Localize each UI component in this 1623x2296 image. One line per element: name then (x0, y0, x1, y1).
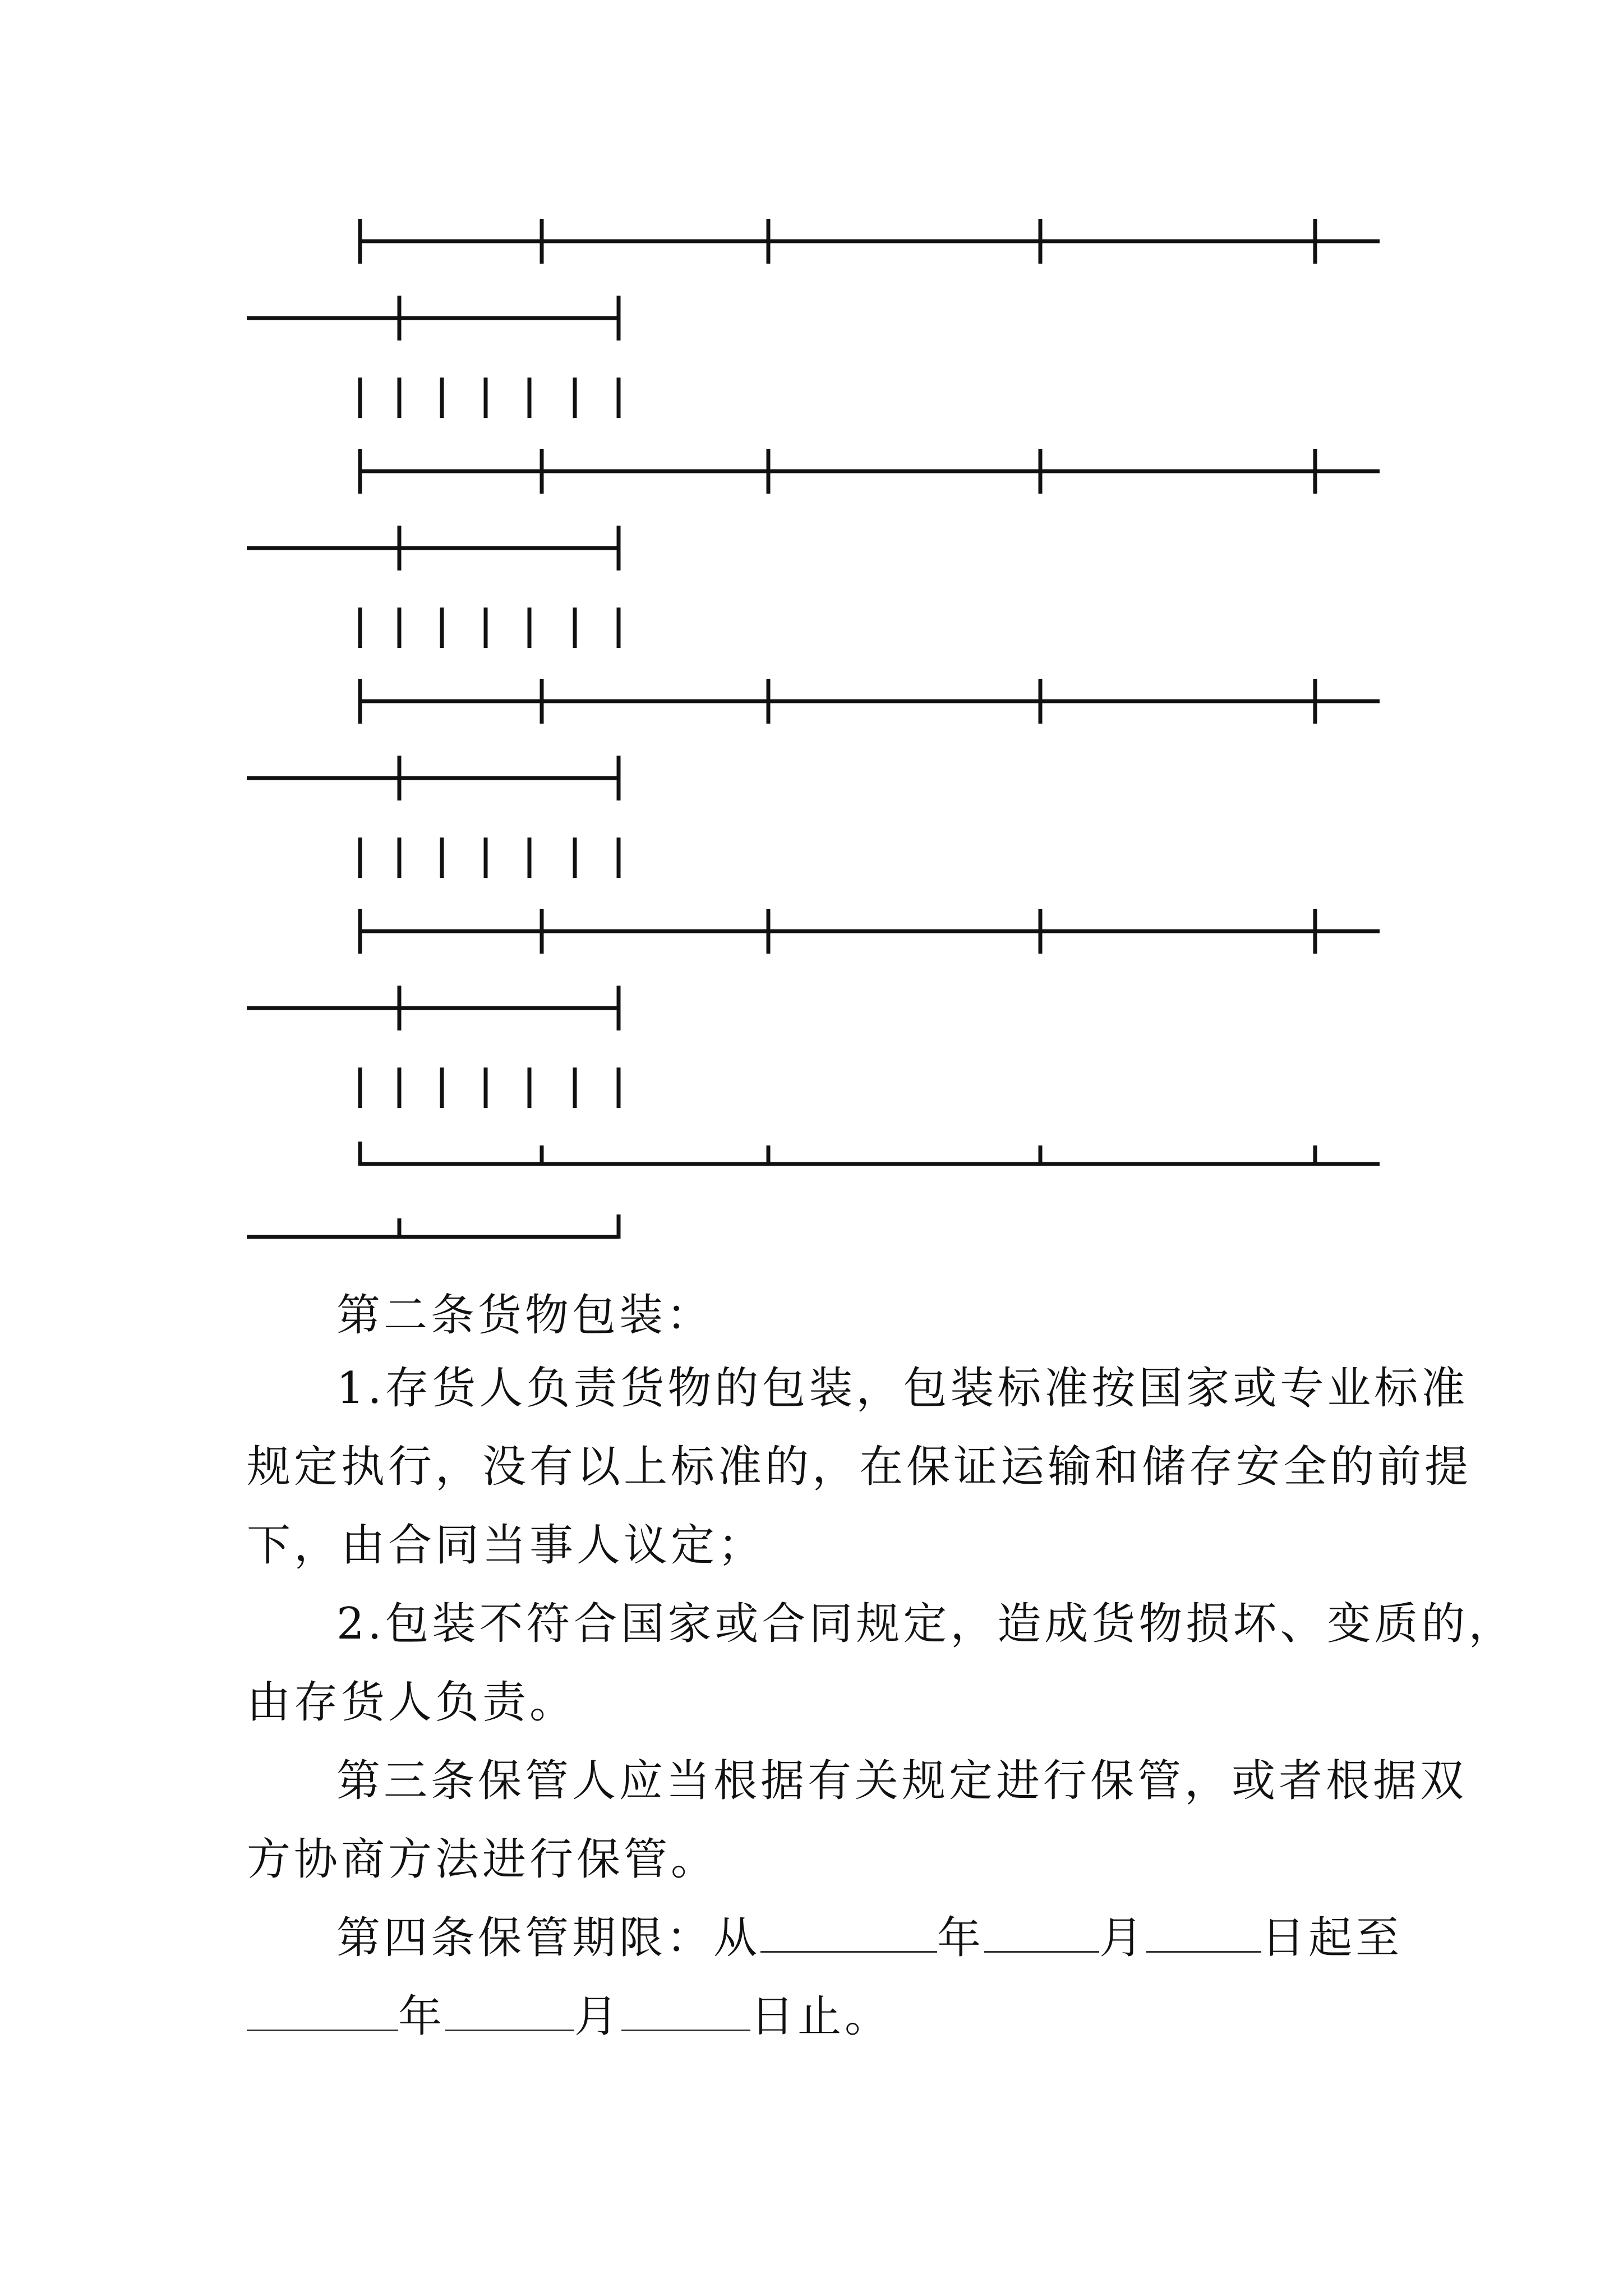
article-2-item-2-line-2: 由存货人负责。 (247, 1677, 577, 1728)
article-2-item-1-line-3: 下，由合同当事人议定； (247, 1520, 766, 1571)
article-2-item-1-line-1: 1.存货人负责货物的包装，包装标准按国家或专业标准 (336, 1363, 1469, 1414)
article-3-line-1: 第三条保管人应当根据有关规定进行保管，或者根据双 (336, 1756, 1468, 1806)
article-4-line-1 (336, 1904, 1403, 1972)
table-row-group-2 (247, 449, 1380, 648)
article-2-heading: 第二条货物包装： (336, 1290, 714, 1341)
article-2-item-2-line-1: 2.包装不符合国家或合同规定，造成货物损坏、变质的， (336, 1599, 1516, 1649)
end-month-blank[interactable] (445, 1990, 574, 2031)
start-year-label: 年 (937, 1913, 985, 1963)
start-month-blank[interactable] (984, 1912, 1099, 1953)
article-3-line-2: 方协商方法进行保管。 (247, 1834, 718, 1885)
start-month-label: 月 (1099, 1913, 1147, 1963)
end-year-blank[interactable] (247, 1990, 398, 2031)
storage-period-label: 第四条保管期限：从 (336, 1913, 761, 1963)
start-day-blank[interactable] (1146, 1912, 1261, 1953)
start-day-label: 日起至 (1261, 1913, 1403, 1963)
table-bottom-border (247, 1142, 1380, 1239)
table-row-group-4 (247, 909, 1380, 1108)
end-year-label: 年 (398, 1991, 446, 2042)
start-year-blank[interactable] (760, 1912, 937, 1953)
end-month-label: 月 (574, 1991, 622, 2042)
article-2-item-1-line-2: 规定执行，没有以上标准的，在保证运输和储存安全的前提 (247, 1442, 1472, 1492)
table-row-group-1 (247, 219, 1380, 418)
article-4-line-2 (247, 1983, 1380, 2050)
end-day-label: 日止。 (750, 1991, 892, 2042)
end-day-blank[interactable] (621, 1990, 750, 2031)
table-row-group-3 (247, 679, 1380, 878)
